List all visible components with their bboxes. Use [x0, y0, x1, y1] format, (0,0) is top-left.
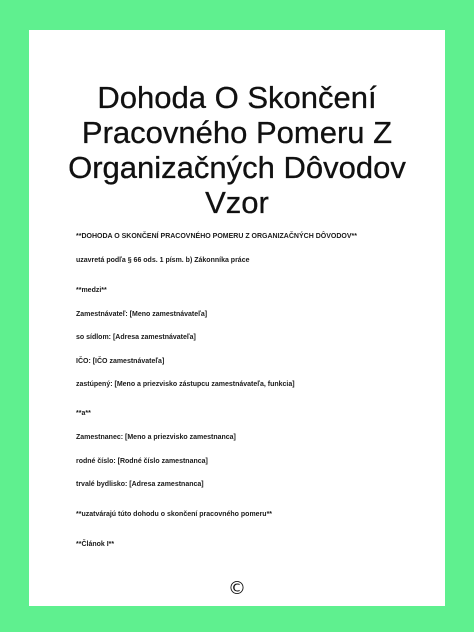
employer-representative: zastúpený: [Meno a priezvisko zástupcu zamestnávateľa, funkcia] [76, 381, 295, 388]
copyright-icon: © [228, 578, 246, 599]
employer-ico: IČO: [IČO zamestnávateľa] [76, 358, 165, 365]
employer-address: so sídlom: [Adresa zamestnávateľa] [76, 334, 196, 341]
document-page [29, 30, 445, 606]
and-label: **a** [76, 410, 91, 417]
document-title: Dohoda O Skončení Pracovného Pomeru Z Organizačných Dôvodov Vzor [68, 80, 406, 220]
article-heading: **Článok I** [76, 541, 115, 548]
employee-birth-number: rodné číslo: [Rodné číslo zamestnanca] [76, 458, 208, 465]
agreement-statement: **uzatvárajú túto dohodu o skončení pracovného pomeru** [76, 511, 273, 518]
legal-basis: uzavretá podľa § 66 ods. 1 písm. b) Zákonníka práce [76, 257, 250, 264]
between-label: **medzi** [76, 287, 107, 294]
employer-name: Zamestnávateľ: [Meno zamestnávateľa] [76, 311, 208, 318]
employee-name: Zamestnanec: [Meno a priezvisko zamestnanca] [76, 434, 236, 441]
agreement-heading: **DOHODA O SKONČENÍ PRACOVNÉHO POMERU Z ORGANIZAČNÝCH DÔVODOV** [76, 233, 357, 240]
employee-address: trvalé bydlisko: [Adresa zamestnanca] [76, 481, 204, 488]
